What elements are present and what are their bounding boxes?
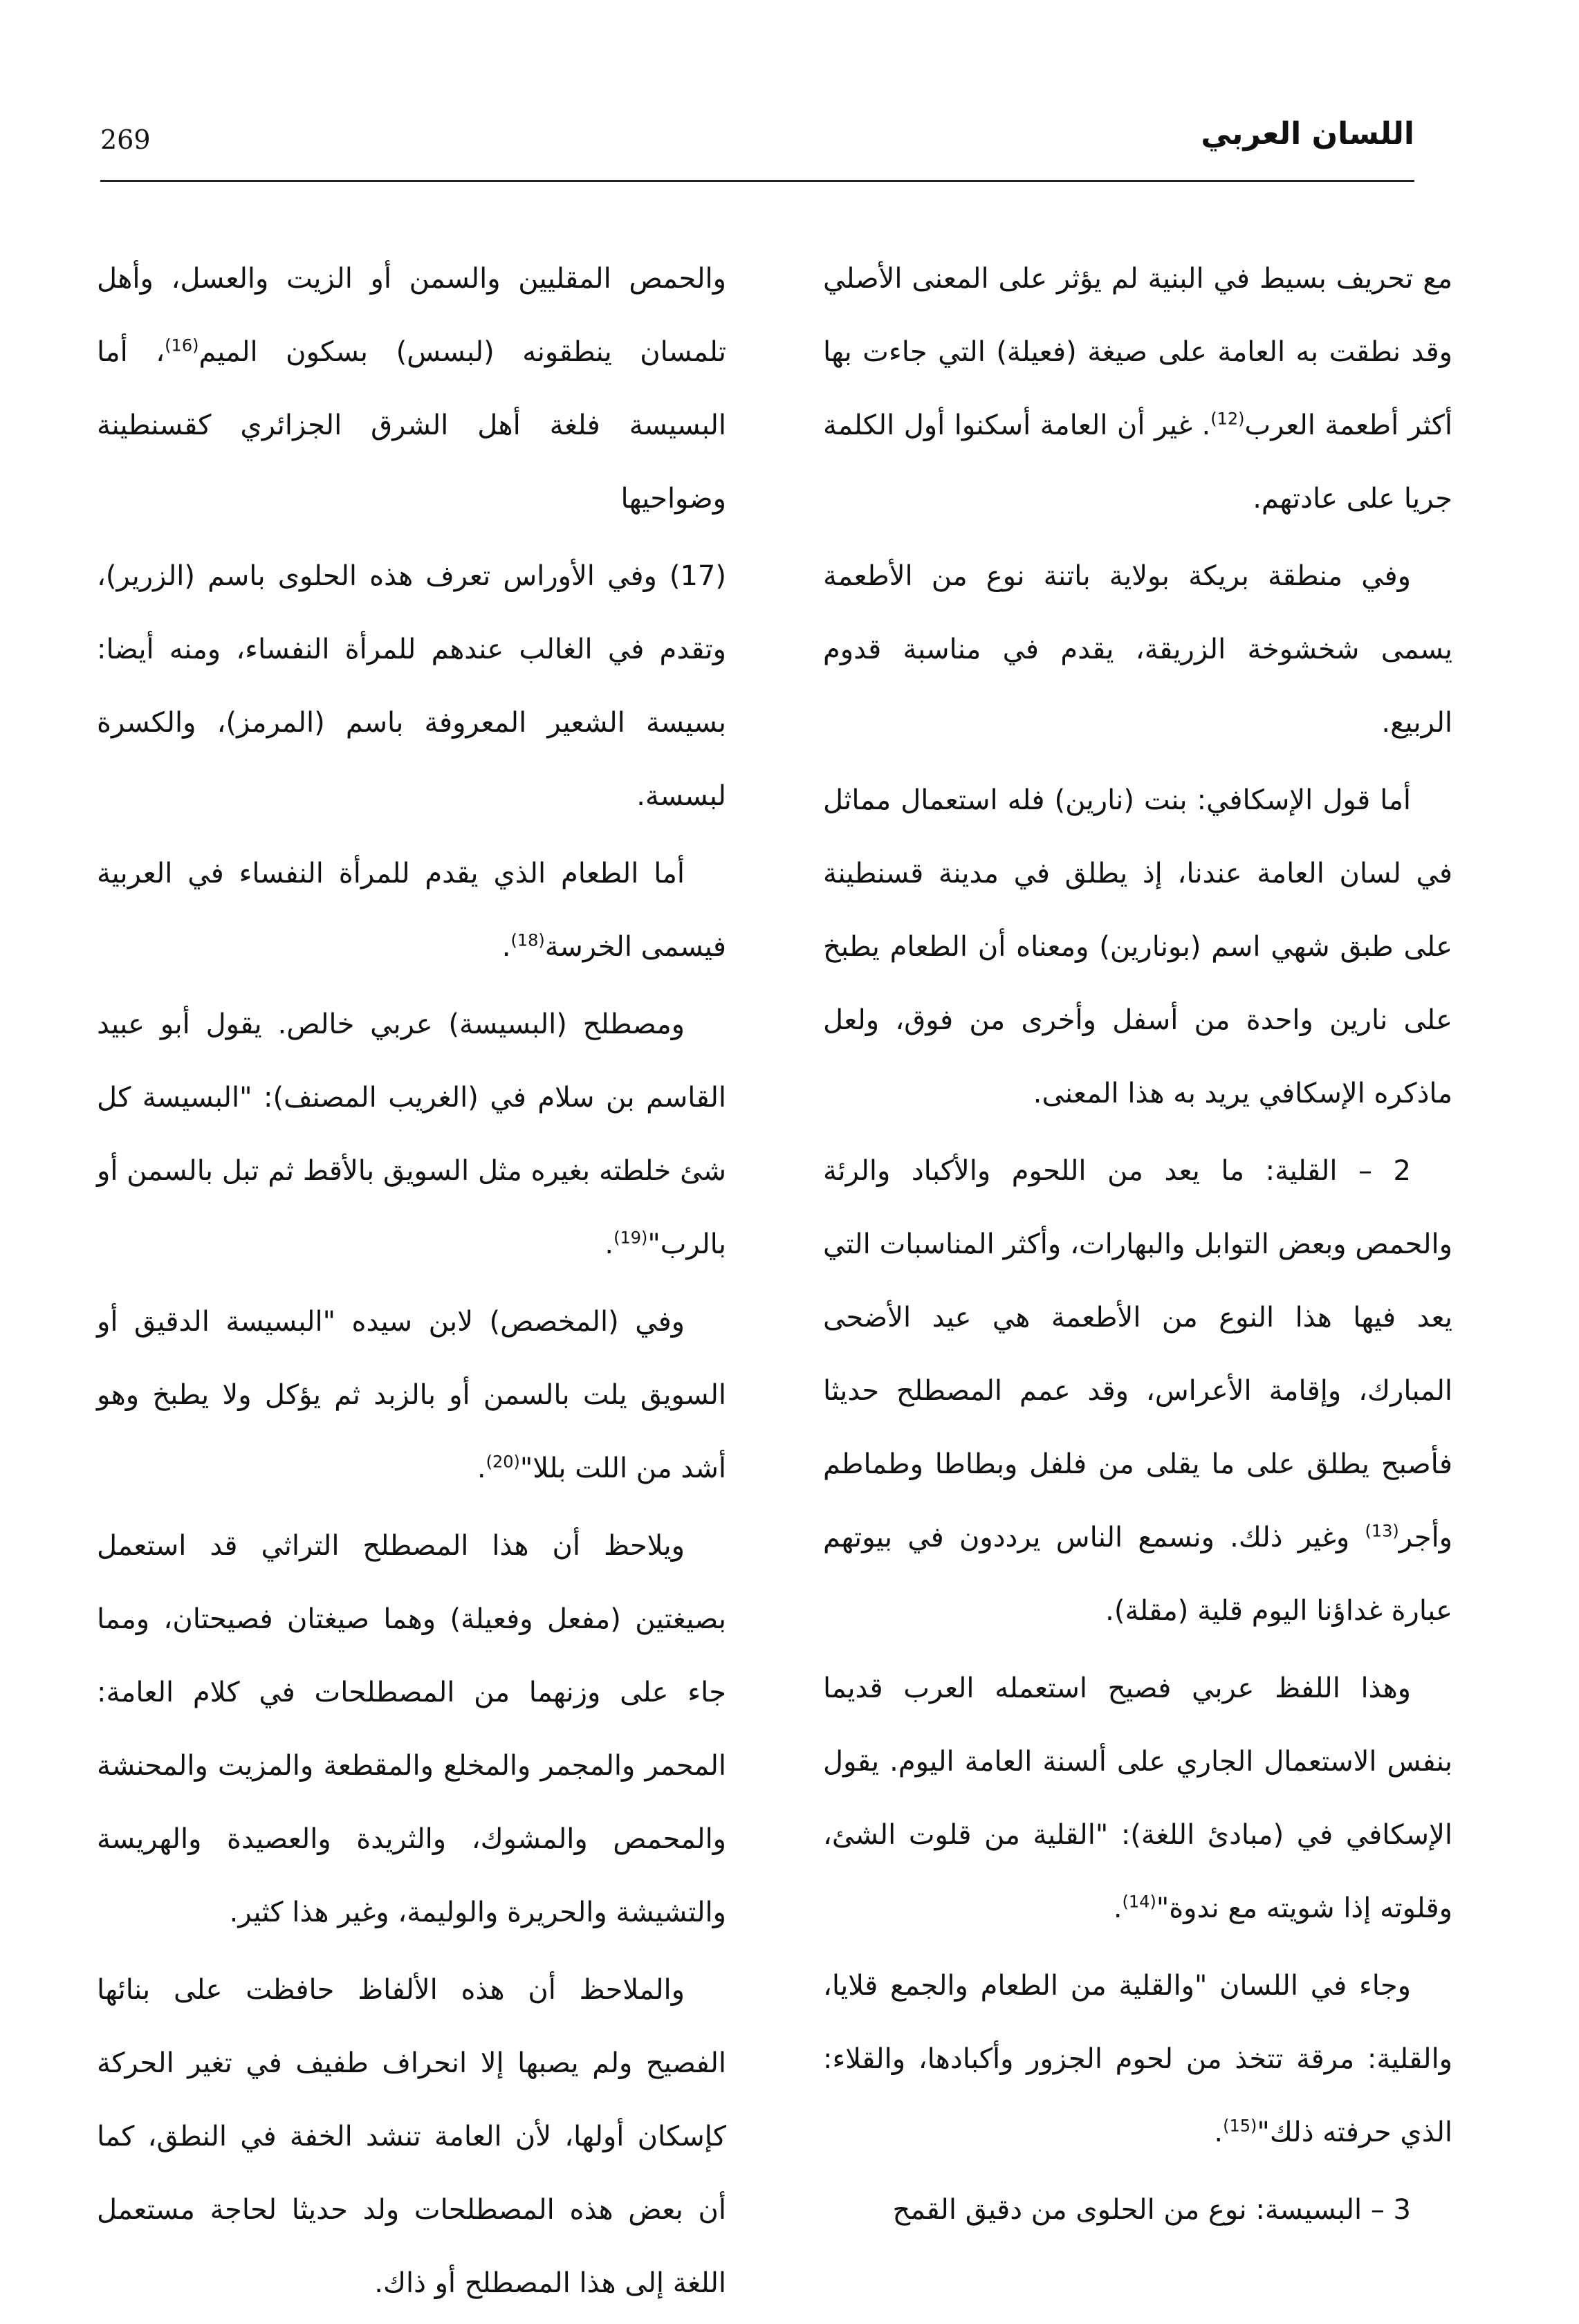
paragraph: وهذا اللفظ عربي فصيح استعمله العرب قديما بنفس الاستعمال الجاري على ألسنة العامة اليوم. يقول الإسكافي في (مبادئ اللغة): "القلية من قلوت الشئ، وقلوته إذا شويته مع ندوة"$^{(14)}$. — [823, 1672, 1452, 1924]
footnote-ref[interactable]: (19) — [613, 1228, 648, 1248]
footnote-ref[interactable]: (12) — [1210, 409, 1245, 429]
page-number: 269 — [100, 124, 151, 155]
paragraph: وجاء في اللسان "والقلية من الطعام والجمع قلايا، والقلية: مرقة تتخذ من لحوم الجزور وأكبادها، والقلاء: الذي حرفته ذلك"$^{(15)}$. — [823, 1970, 1452, 2148]
footnote-ref[interactable]: (14) — [1122, 1892, 1156, 1912]
footnote-ref[interactable]: (13) — [1365, 1521, 1399, 1541]
left-column — [97, 242, 726, 2324]
paragraph: ومصطلح (البسيسة) عربي خالص. يقول أبو عبيد القاسم بن سلام في (الغريب المصنف): "البسيسة كل شئ خلطته بغيره مثل السويق بالأقط ثم تبل بالسمن أو بالرب"$^{(19)}$. — [97, 1008, 726, 1260]
paragraph: أما الطعام الذي يقدم للمرأة النفساء في العربية فيسمى الخرسة$^{(18)}$. — [97, 858, 726, 963]
paragraph: 3 – البسيسة: نوع من الحلوى من دقيق القمح — [892, 2194, 1411, 2226]
footnote-ref[interactable]: (20) — [486, 1452, 520, 1472]
paragraph: ويلاحظ أن هذا المصطلح التراثي قد استعمل بصيغتين (مفعل وفعيلة) وهما صيغتان فصيحتان، ومما جاء على وزنهما من المصطلحات في كلام العامة: المحمر والمجمر والمخلع والمقطعة والمزيت والمحنشة والمحمص والمشوك، والثريدة والعصيدة والهريسة والتشيشة والحريرة والوليمة، وغير هذا كثير. — [97, 1530, 726, 1928]
paragraph: (17) وفي الأوراس تعرف هذه الحلوى باسم (الزرير)، وتقدم في الغالب عندهم للمرأة النفساء، ومنه أيضا: بسيسة الشعير المعروفة باسم (المرمز)، والكسرة لبسسة. — [97, 560, 726, 812]
paragraph: وفي منطقة بريكة بولاية باتنة نوع من الأطعمة يسمى شخشوخة الزريقة، يقدم في مناسبة قدوم الربيع. — [823, 560, 1452, 739]
footnote-ref[interactable]: (15) — [1223, 2116, 1257, 2136]
paragraph: 2 – القلية: ما يعد من اللحوم والأكباد والرئة والحمص وبعض التوابل والبهارات، وأكثر المناسبات التي يعد فيها هذا النوع من الأطعمة هي عيد الأضحى المبارك، وإقامة الأعراس، وقد عمم المصطلح حديثا فأصبح يطلق على ما يقلى من فلفل وبطاطا وطماطم وأجر$^{(13)}$ وغير ذلك. ونسمع الناس يرددون في بيوتهم عبارة غداؤنا اليوم قلية (مقلة). — [823, 1155, 1452, 1627]
journal-title: اللسان العربي — [1201, 116, 1414, 151]
paragraph: والملاحظ أن هذه الألفاظ حافظت على بنائها الفصيح ولم يصبها إلا انحراف طفيف في تغير الحركة كإسكان أولها، لأن العامة تنشد الخفة في النطق، كما أن بعض هذه المصطلحات ولد حديثا لحاجة مستعمل اللغة إلى هذا المصطلح أو ذاك. — [97, 1974, 726, 2299]
paragraph: والحمص المقليين والسمن أو الزيت والعسل، وأهل تلمسان ينطقونه (لبسس) بسكون الميم$^{(16)}$، أما البسيسة فلغة أهل الشرق الجزائري كقسنطينة وضواحيها — [97, 263, 727, 515]
paragraph: أما قول الإسكافي: بنت (نارين) فله استعمال مماثل في لسان العامة عندنا، إذ يطلق في مدينة قسنطينة على طبق شهي اسم (بونارين) ومعناه أن الطعام يطبخ على نارين واحدة من أسفل وأخرى من فوق، ولعل ماذكره الإسكافي يريد به هذا المعنى. — [823, 784, 1452, 1109]
paragraph: مع تحريف بسيط في البنية لم يؤثر على المعنى الأصلي وقد نطقت به العامة على صيغة (فعيلة) التي جاءت بها أكثر أطعمة العرب$^{(12)}$. غير أن العامة أسكنوا أول الكلمة جريا على عادتهم. — [823, 263, 1453, 515]
page-header — [100, 111, 1414, 182]
footnote-ref[interactable]: (16) — [165, 335, 199, 356]
paragraph: وفي (المخصص) لابن سيده "البسيسة الدقيق أو السويق يلت بالسمن أو بالزبد ثم يؤكل ولا يطبخ وهو أشد من اللت بللا"$^{(20)}$. — [97, 1306, 726, 1484]
footnote-ref[interactable]: (18) — [510, 930, 545, 950]
right-column — [823, 242, 1452, 2251]
